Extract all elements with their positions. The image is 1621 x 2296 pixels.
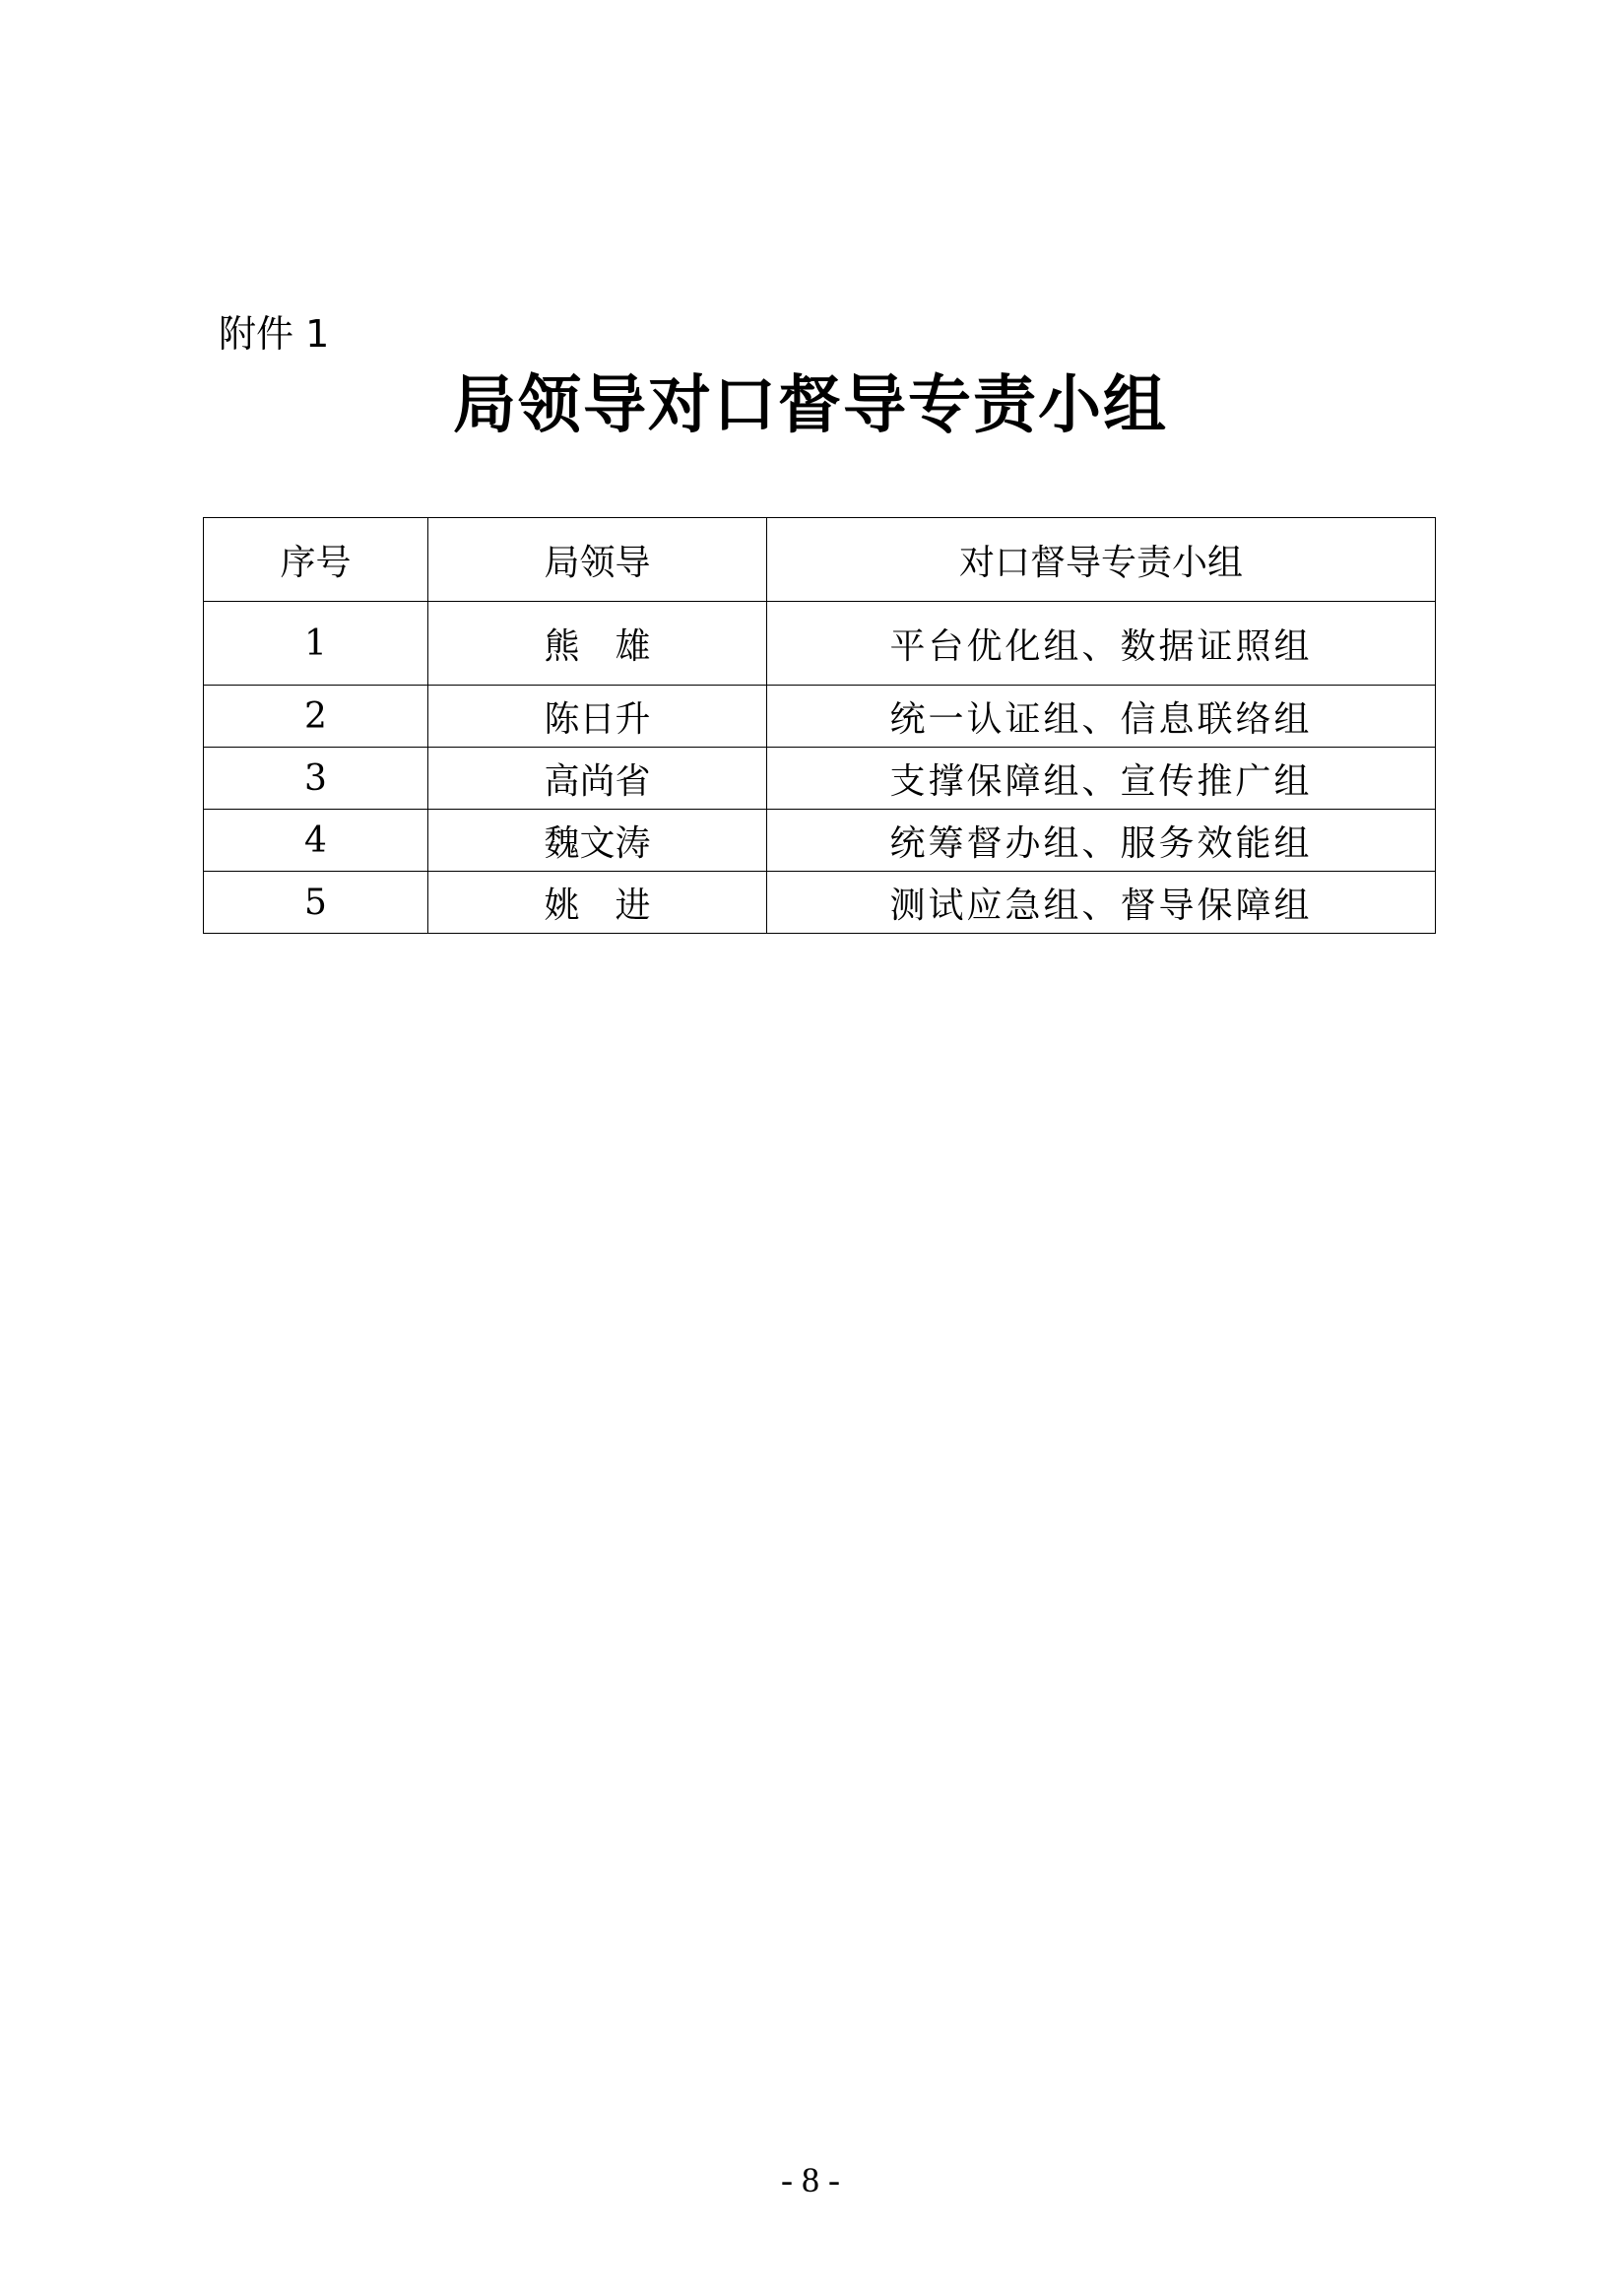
row-number: 1	[204, 602, 428, 686]
leader-group-table	[203, 517, 1436, 934]
row-leader: 高尚省	[428, 748, 767, 810]
row-groups: 支撑保障组、宣传推广组	[767, 748, 1436, 810]
row-groups: 平台优化组、数据证照组	[767, 602, 1436, 686]
row-number: 4	[204, 810, 428, 872]
table-row	[204, 602, 1436, 686]
header-leader: 局领导	[428, 518, 767, 602]
row-groups: 统筹督办组、服务效能组	[767, 810, 1436, 872]
table-row	[204, 872, 1436, 934]
row-number: 5	[204, 872, 428, 934]
page-number: - 8 -	[781, 2160, 840, 2199]
table-container	[203, 517, 1435, 934]
row-groups: 统一认证组、信息联络组	[767, 686, 1436, 748]
row-leader: 姚 进	[428, 872, 767, 934]
row-leader: 陈日升	[428, 686, 767, 748]
table-header-row	[204, 518, 1436, 602]
row-groups: 测试应急组、督导保障组	[767, 872, 1436, 934]
page-title: 局领导对口督导专责小组	[453, 368, 1168, 442]
row-leader: 魏文涛	[428, 810, 767, 872]
row-leader: 熊 雄	[428, 602, 767, 686]
row-number: 3	[204, 748, 428, 810]
table-row	[204, 810, 1436, 872]
row-number: 2	[204, 686, 428, 748]
header-number: 序号	[204, 518, 428, 602]
table-row	[204, 686, 1436, 748]
header-groups: 对口督导专责小组	[767, 518, 1436, 602]
attachment-label: 附件 1	[219, 312, 330, 356]
table-row	[204, 748, 1436, 810]
